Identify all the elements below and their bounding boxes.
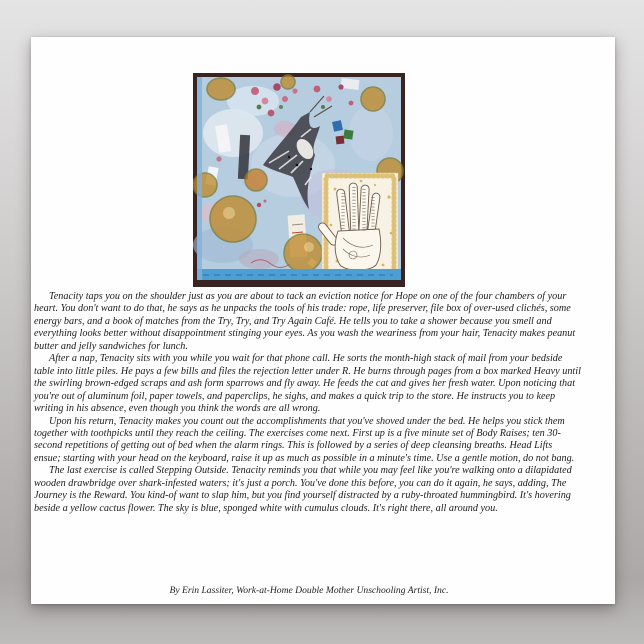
paragraph-3: Upon his return, Tenacity makes you count out the accomplishments that you've shoved under the bed. He helps you stick them together with toothpicks until they reach the ceiling. The exercises come next. First up is a five minute set of Body Raises; ten 30-second repetitions of getting out of bed when the alarm rings. This is followed by a series of deep cleansing breaths. Head Lifts ensue; starting with your head on the keyboard, raise it up as much as possible in a minute's time. Use a gentle motion, do not bang. bbox=[34, 415, 575, 464]
palmistry-card bbox=[317, 173, 398, 277]
artwork-collage bbox=[193, 73, 405, 287]
paragraph-2: After a nap, Tenacity sits with you while you wait for that phone call. He sorts the month-high stack of mail from your bedside table into little piles. He pays a few bills and files the rejection letter under R. He burns through pages from a box marked Heavy until the swirling brown-edged scraps and ash form sparrows and fly away. He feeds the cat and gives her fresh water. Upon noticing that you're out of aluminum foil, paper towels, and paperclips, he sighs, and makes a quick trip to the store. He instructs you to keep writing in his absence, even though you think the words are all wrong. bbox=[34, 353, 581, 415]
paragraph-1: Tenacity taps you on the shoulder just as you are about to tack an eviction notice for Hope on one of the four chambers of your heart. You don't want to do that, he says as he unpacks the tools of his trade: rope, life preserver, file box of over-used clichés, some energy bars, and a book of matches from the Try, Try, and Try Again Café. He tells you to take a shower because you smell and everything looks better without disappointment stinging your eyes. As you wash the weariness from your hair, Tenacity makes peanut butter and jelly sandwiches for lunch. bbox=[34, 291, 576, 352]
poem-text bbox=[34, 291, 581, 515]
attribution-line: By Erin Lassiter, Work-at-Home Double Mother Unschooling Artist, Inc. bbox=[169, 585, 449, 596]
paragraph-4: The last exercise is called Stepping Outside. Tenacity reminds you that while you may feel like you're walking onto a dilapidated wooden drawbridge over shark-infested waters; it's just a porch. You've done this before, you can do it again, he says, adding, The Journey is the Reward. You kind-of want to slap him, but you find yourself distracted by a ruby-throated hummingbird. It's hovering beside a yellow cactus flower. The sky is blue, sponged white with cumulus clouds. It's right there, all around you. bbox=[34, 465, 572, 514]
poster bbox=[31, 37, 615, 604]
